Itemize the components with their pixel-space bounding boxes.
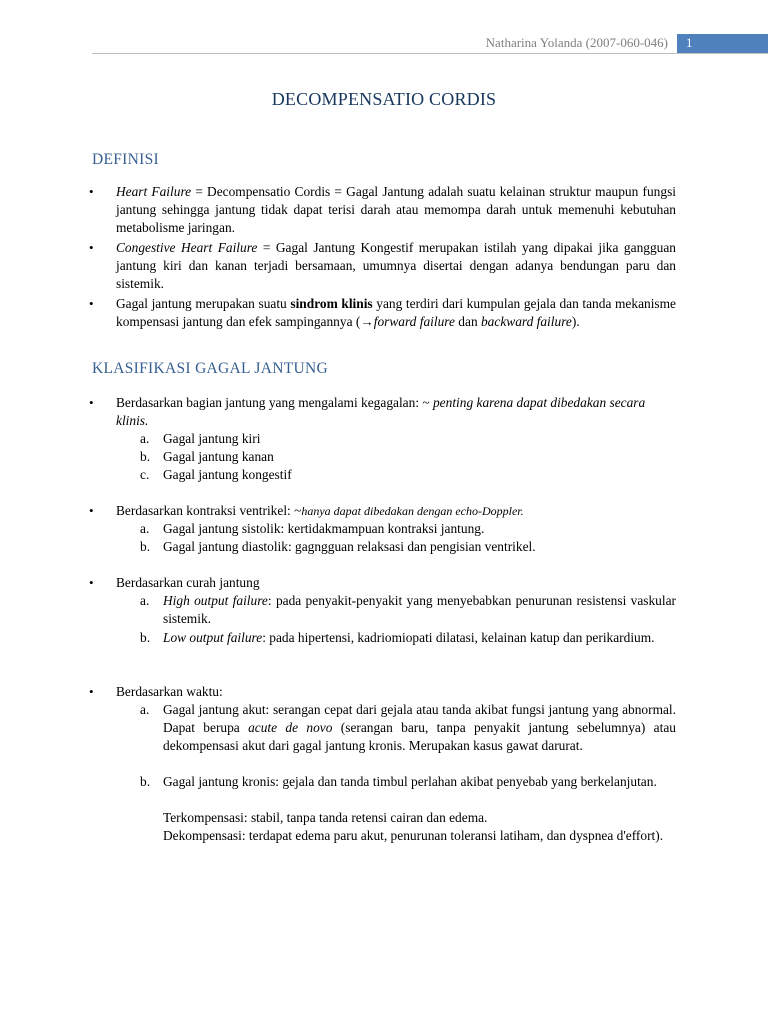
arrow-right-icon: → [360, 314, 374, 329]
marker: b. [140, 539, 151, 554]
text [163, 701, 676, 755]
term: backward failure [480, 314, 572, 329]
text: Berdasarkan kontraksi ventrikel: ~ [116, 503, 302, 518]
term: forward failure [373, 314, 455, 329]
header-rule [92, 53, 768, 54]
text: : pada penyakit-penyakit yang menyebabkan penurunan resistensi vaskular sistemik. [163, 593, 676, 626]
text [163, 629, 676, 647]
note: hanya dapat dibedakan dengan echo-Doppler. [301, 504, 524, 518]
text: : pada hipertensi, kadriomiopati dilatasi, kelainan katup dan perikardium. [262, 630, 655, 645]
text: Berdasarkan bagian jantung yang mengalami kegagalan: ~ [116, 395, 433, 410]
text: Gagal jantung akut: serangan cepat dari gejala atau tanda akibat fungsi jantung yang abnormal. Dapat berupa [163, 702, 676, 735]
definisi-item-1 [116, 183, 676, 237]
text: Gagal jantung kongestif [163, 467, 292, 482]
term: Congestive Heart Failure [116, 240, 258, 255]
document-title: DECOMPENSATIO CORDIS [271, 89, 497, 109]
term: Heart Failure [116, 184, 192, 199]
bullet-icon: • [89, 575, 94, 590]
heading-klasifikasi: KLASIFIKASI GAGAL JANTUNG [92, 360, 328, 377]
bold-term: sindrom klinis [290, 296, 373, 311]
text: Gagal jantung kiri [163, 431, 261, 446]
bullet-icon: • [89, 296, 94, 311]
note: penting karena dapat dibedakan secara klinis. [116, 395, 646, 428]
marker: a. [140, 431, 150, 446]
marker: a. [140, 702, 150, 717]
list-item-line: Dekompensasi: terdapat edema paru akut, penurunan toleransi latiham, dan dyspnea d'effort). [163, 828, 664, 843]
text: Gagal jantung sistolik: kertidakmampuan kontraksi jantung. [163, 521, 485, 536]
text: = Gagal Jantung Kongestif merupakan istilah yang dipakai jika gangguan jantung kiri dan kanan terjadi bersamaan, umumnya disertai dengan adanya bendungan paru dan sistemik. [116, 240, 676, 291]
page-number: 1 [686, 35, 693, 50]
term: acute de novo [248, 720, 333, 735]
text: yang terdiri dari kumpulan gejala dan tanda mekanisme kompensasi jantung dan efek sampingannya ( [116, 296, 676, 329]
klasifikasi-group-1 [116, 394, 676, 430]
text: Gagal jantung merupakan suatu [116, 296, 291, 311]
text: Gagal jantung diastolik: gagngguan relaksasi dan pengisian ventrikel. [163, 539, 536, 554]
marker: b. [140, 630, 151, 645]
page-number-badge [677, 34, 768, 53]
term: Low output failure [163, 630, 263, 645]
marker: c. [140, 467, 150, 482]
marker: b. [140, 774, 151, 789]
klasifikasi-group-4: Berdasarkan waktu: [116, 684, 223, 699]
text: Gagal jantung kanan [163, 449, 274, 464]
bullet-icon: • [89, 395, 94, 410]
bullet-icon: • [89, 503, 94, 518]
marker: b. [140, 449, 151, 464]
marker: a. [140, 593, 150, 608]
text: (serangan baru, tanpa penyakit jantung sebelumnya) atau dekompensasi akut dari gagal jantung kronis. Merupakan kasus gawat darurat. [163, 720, 676, 753]
heading-definisi: DEFINISI [92, 151, 159, 168]
term: High output failure [163, 593, 268, 608]
marker: a. [140, 521, 150, 536]
klasifikasi-group-2 [116, 502, 676, 520]
definisi-item-2 [116, 239, 676, 293]
text: Gagal jantung kronis: gejala dan tanda timbul perlahan akibat penyebab yang berkelanjutan. [163, 774, 657, 789]
bullet-icon: • [89, 240, 94, 255]
list-item-line: Terkompensasi: stabil, tanpa tanda retensi cairan dan edema. [163, 810, 488, 825]
page-header [0, 34, 768, 54]
text: = Decompensatio Cordis = Gagal Jantung adalah suatu kelainan struktur maupun fungsi jantung sehingga jantung tidak dapat terisi darah atau memompa darah untuk memenuhi kebutuhan metabolisme jaringan. [116, 184, 676, 235]
bullet-icon: • [89, 684, 94, 699]
text [163, 592, 676, 628]
klasifikasi-group-3: Berdasarkan curah jantung [116, 575, 260, 590]
text: dan [454, 314, 481, 329]
definisi-item-3 [116, 295, 676, 331]
header-author: Natharina Yolanda (2007-060-046) [485, 35, 668, 50]
text: ). [571, 314, 580, 329]
bullet-icon: • [89, 184, 94, 199]
